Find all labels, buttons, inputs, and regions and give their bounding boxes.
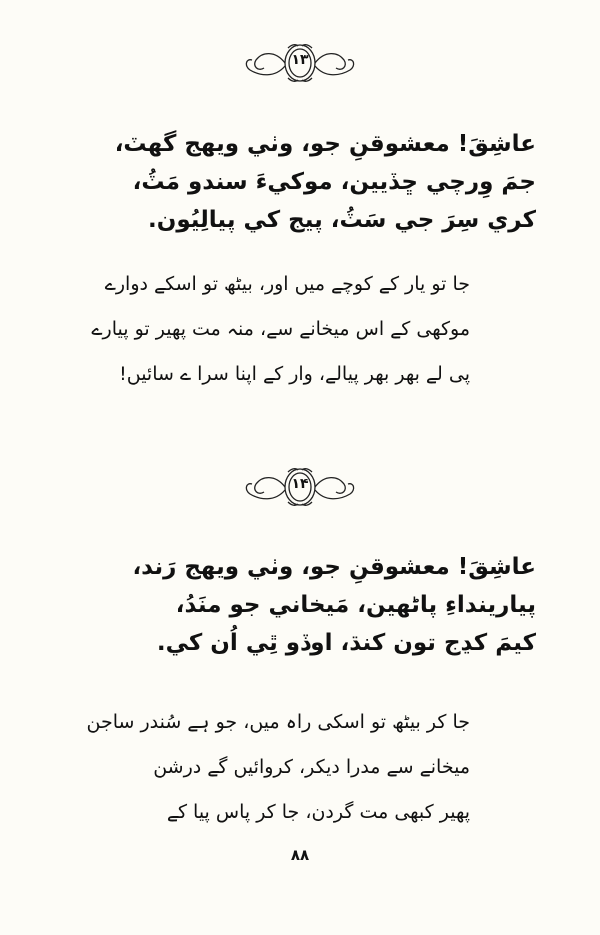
translation-line: پھیر کبھی مت گردن، جا کر پاس پیا کے bbox=[166, 801, 470, 823]
verse-line: کري سِرَ جي سَٽُ، پيج کي پيالِيُون. bbox=[147, 207, 536, 233]
translation-line: جا کر بیٹھ تو اسکی راہ میں، جو ہے سُندر ساجن bbox=[86, 711, 470, 733]
page-number: ۸۸ bbox=[290, 846, 310, 864]
urdu-translation bbox=[86, 700, 470, 835]
verse-line: جمَ وِرچي ڇڏيين، موکيءَ سندو مَٽُ، bbox=[132, 169, 536, 195]
translation-line: پی لے بھر بھر پیالے، وار کے اپنا سرا ے سائیں! bbox=[119, 363, 470, 385]
verse-line: پيارينداءِ پاڻهين، مَيخاني جو منَدُ، bbox=[175, 592, 536, 618]
section-ornament bbox=[240, 464, 360, 510]
sindhi-verse bbox=[64, 548, 536, 662]
sindhi-verse bbox=[64, 125, 536, 239]
translation-line: میخانے سے مدرا دیکر، کروائیں گے درشن bbox=[153, 756, 470, 778]
verse-line: عاشِقَ! معشوقنِ جو، وٺي ويهج رَند، bbox=[132, 554, 536, 580]
translation-line: جا تو یار کے کوچے میں اور، بیٹھ تو اسکے دوارے bbox=[104, 273, 470, 295]
verse-line: کيمَ کڍج تون کنڌ، اوڏو ٿِي اُن کي. bbox=[156, 630, 536, 656]
section-ornament bbox=[240, 40, 360, 86]
section-number: ۱۳ bbox=[291, 52, 309, 68]
translation-line: موکھی کے اس میخانے سے، منہ مت پھیر تو پیارے bbox=[91, 318, 470, 340]
urdu-translation bbox=[91, 262, 470, 397]
section-number: ۱۴ bbox=[291, 476, 309, 492]
verse-line: عاشِقَ! معشوقنِ جو، وٺي ويهج گهٽ، bbox=[114, 131, 536, 157]
